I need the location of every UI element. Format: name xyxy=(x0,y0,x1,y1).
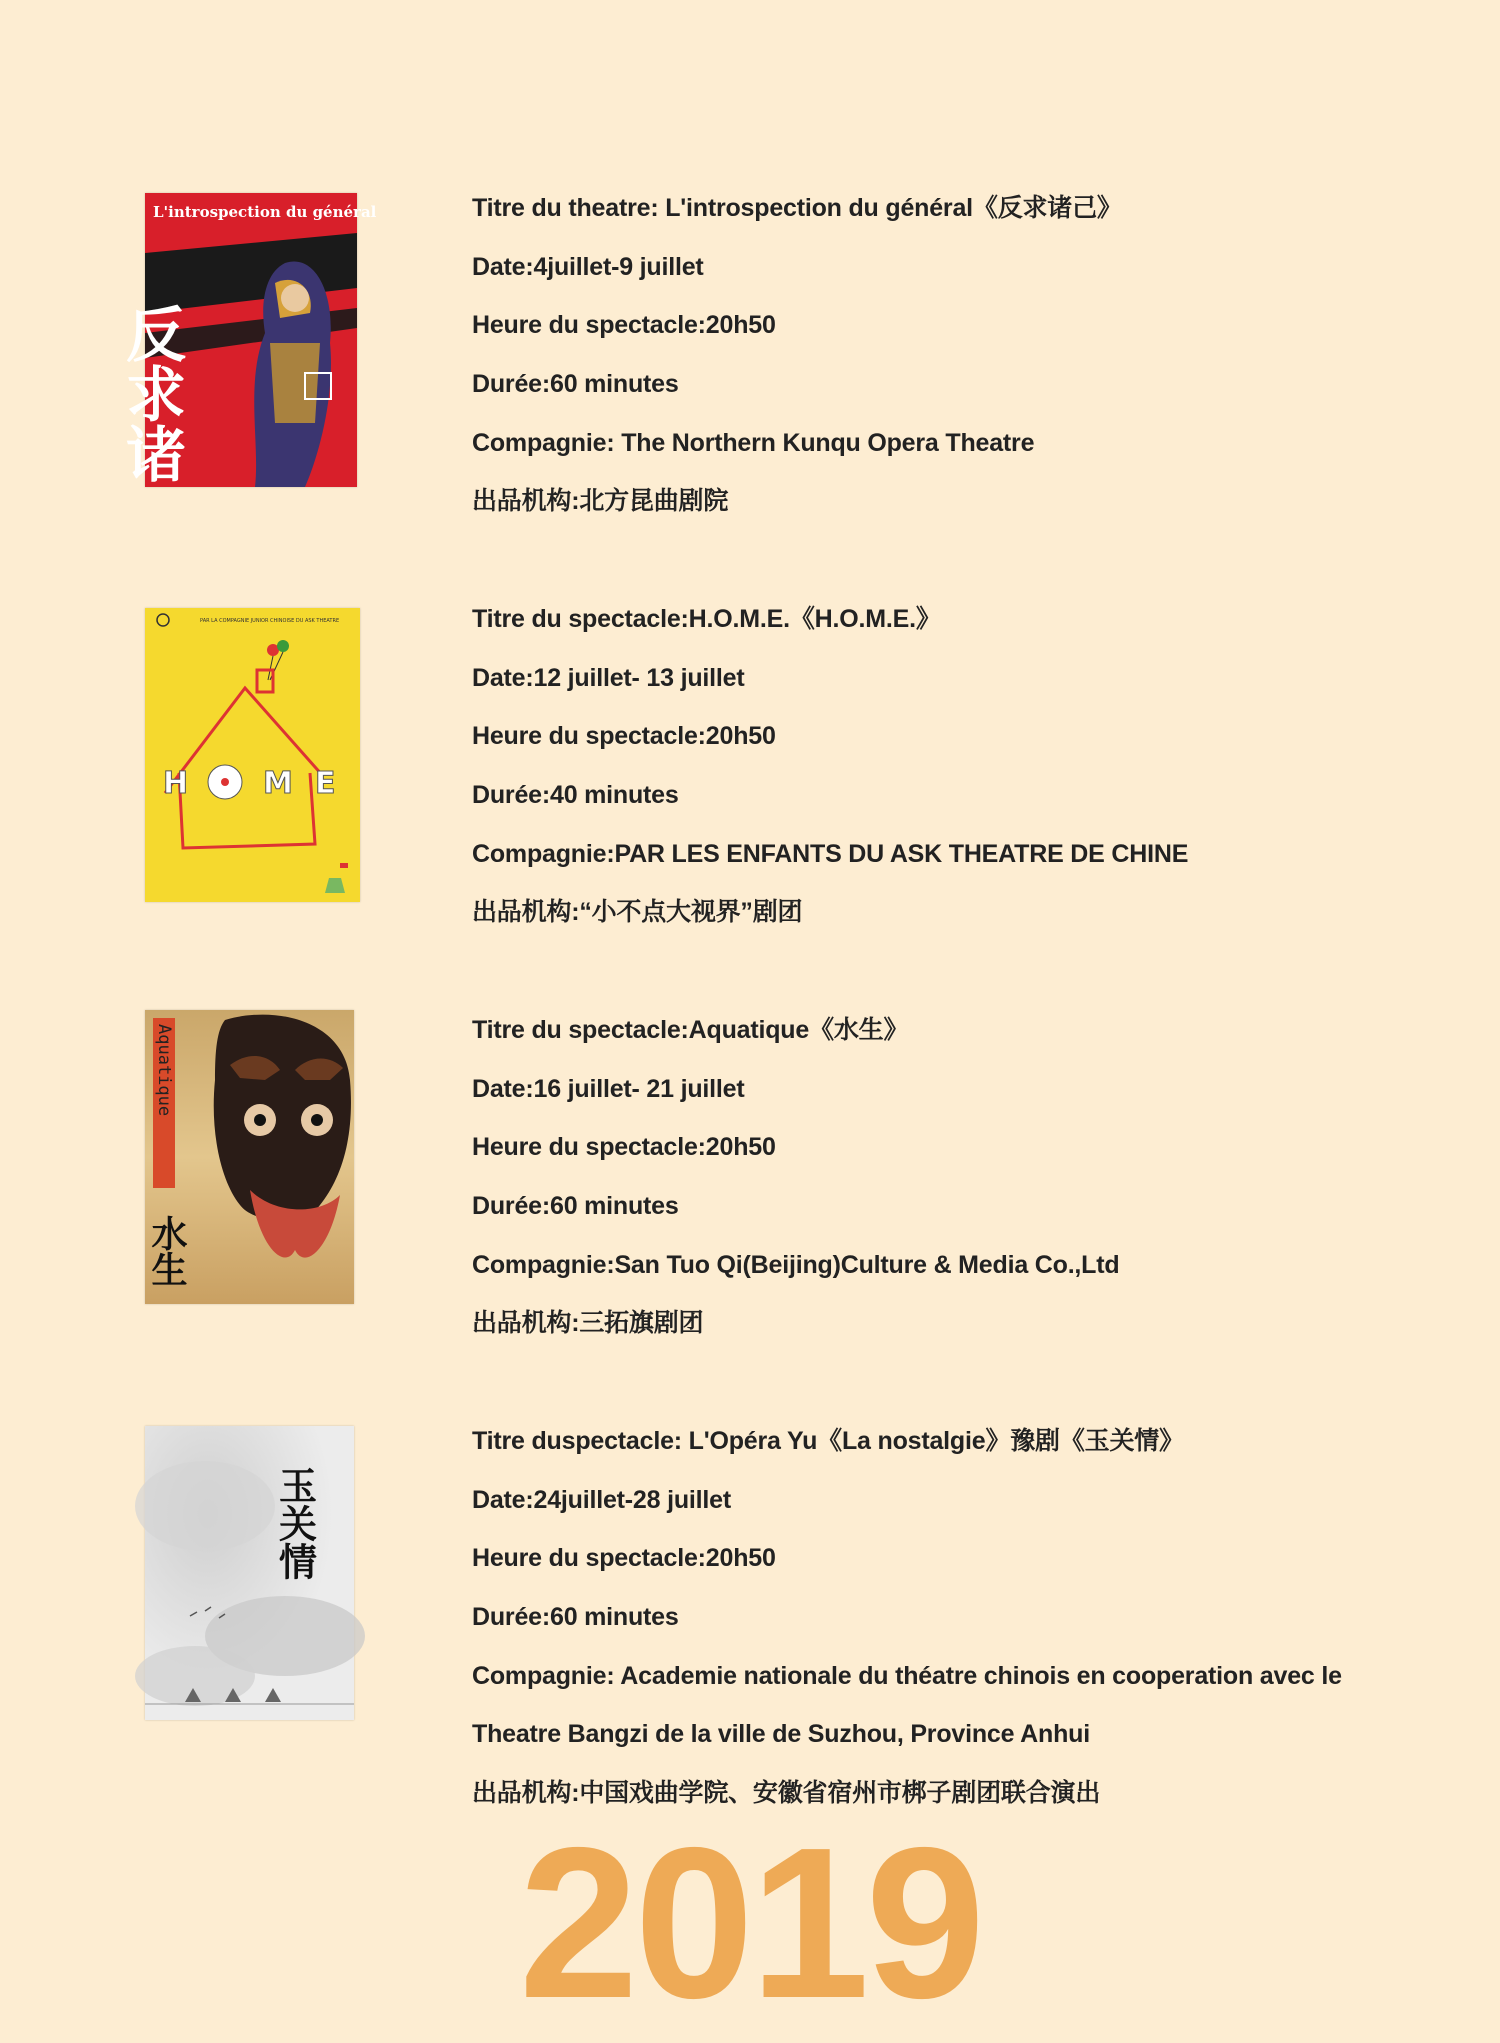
poster-calligraphy: 水生 xyxy=(146,1215,188,1287)
show-producer: 出品机构:北方昆曲剧院 xyxy=(472,487,729,516)
show-duration: Durée:60 minutes xyxy=(472,370,679,399)
show-date: Date:4juillet-9 juillet xyxy=(472,252,704,281)
show-title: Titre duspectacle: L'Opéra Yu《La nostalgie》豫剧《玉关情》 xyxy=(472,1427,1184,1455)
show-date: Date:12 juillet- 13 juillet xyxy=(472,663,745,692)
poster-top-text: PAR LA COMPAGNIE JUNIOR CHINOISE DU ASK THEATRE xyxy=(200,618,340,624)
poster-title-text: Aquatique xyxy=(154,1024,174,1117)
poster-calligraphy: 反求诸 xyxy=(116,303,186,483)
poster-home xyxy=(145,608,360,902)
poster-title-text: L'introspection du général xyxy=(153,203,377,221)
show-producer: 出品机构:“小不点大视界”剧团 xyxy=(472,898,803,927)
poster-introspection xyxy=(116,193,377,487)
show-duration: Durée:60 minutes xyxy=(472,1192,679,1221)
show-producer: 出品机构:三拓旗剧团 xyxy=(472,1309,704,1338)
show-company-cont: Theatre Bangzi de la ville de Suzhou, Province Anhui xyxy=(472,1720,1090,1749)
show-company: Compagnie: Academie nationale du théatre chinois en cooperation avec le xyxy=(472,1661,1342,1690)
year-heading: 2019 xyxy=(518,1802,982,2043)
show-title: Titre du theatre: L'introspection du général《反求诸己》 xyxy=(472,194,1122,222)
show-date: Date:24juillet-28 juillet xyxy=(472,1485,731,1514)
show-title: Titre du spectacle:Aquatique《水生》 xyxy=(472,1016,909,1044)
show-time: Heure du spectacle:20h50 xyxy=(472,1133,776,1162)
svg-text:H: H xyxy=(163,766,189,801)
show-info-2 xyxy=(472,605,1472,957)
poster-calligraphy: 玉关情 xyxy=(272,1466,318,1580)
show-info-4 xyxy=(472,1427,1472,1838)
show-date: Date:16 juillet- 21 juillet xyxy=(472,1074,745,1103)
show-time: Heure du spectacle:20h50 xyxy=(472,722,776,751)
show-time: Heure du spectacle:20h50 xyxy=(472,311,776,340)
show-time: Heure du spectacle:20h50 xyxy=(472,1544,776,1573)
svg-text:M: M xyxy=(263,766,293,801)
show-company: Compagnie:San Tuo Qi(Beijing)Culture & Media Co.,Ltd xyxy=(472,1250,1120,1279)
svg-text:E: E xyxy=(315,766,336,801)
show-title: Titre du spectacle:H.O.M.E.《H.O.M.E.》 xyxy=(472,605,941,633)
show-info-3 xyxy=(472,1016,1472,1368)
show-info-1 xyxy=(472,194,1472,546)
show-duration: Durée:60 minutes xyxy=(472,1603,679,1632)
poster-aquatique xyxy=(145,1010,354,1304)
show-duration: Durée:40 minutes xyxy=(472,781,679,810)
show-company: Compagnie:PAR LES ENFANTS DU ASK THEATRE DE CHINE xyxy=(472,839,1189,868)
show-producer: 出品机构:中国戏曲学院、安徽省宿州市梆子剧团联合演出 xyxy=(472,1779,1101,1808)
poster-nostalgie xyxy=(145,1426,354,1720)
show-company: Compagnie: The Northern Kunqu Opera Theatre xyxy=(472,428,1035,457)
